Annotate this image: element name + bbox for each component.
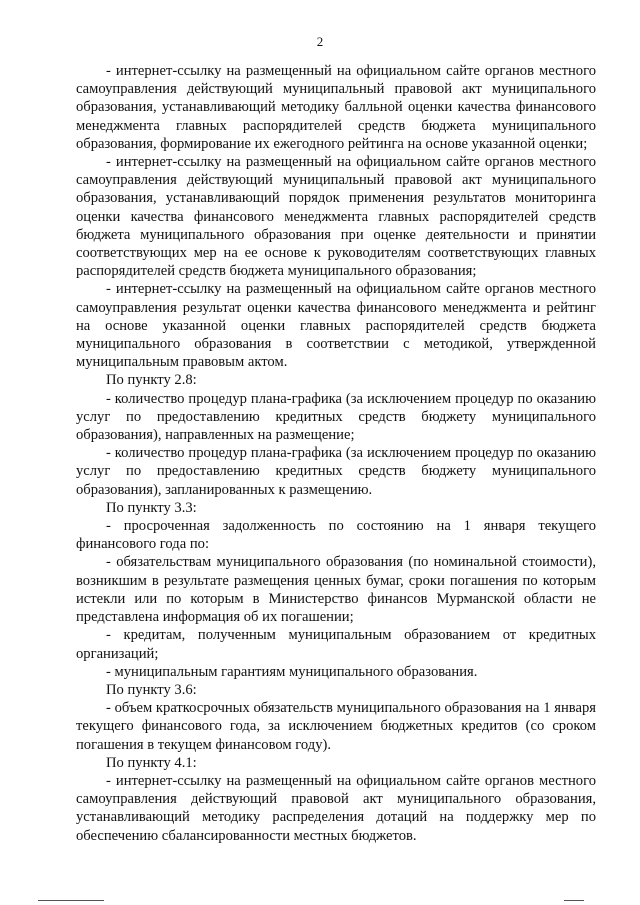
paragraph-short-term-obligations: - объем краткосрочных обязательств муниципального образования на 1 января текущего финансового года, за исключением бюджетных кредитов (со сроком погашения в текущем финансовом году). [76, 700, 596, 753]
paragraph-procedures-sent: - количество процедур плана-графика (за исключением процедур по оказанию услуг по предоставлению кредитных средств бюджету муниципального образования), направленных на размещение; [76, 390, 596, 444]
section-heading-3-3: По пункту 3.3: [106, 499, 197, 516]
section-heading-2-8: По пункту 2.8: [106, 372, 197, 389]
document-body [76, 62, 596, 845]
paragraph-securities-obligations: - обязательствам муниципального образования (по номинальной стоимости), возникшим в результате размещения ценных бумаг, сроки погашения по которым истекли или по которым в Министерство финансов Мурманской области не представлена информация об их погашении; [76, 554, 596, 626]
page-number: 2 [316, 34, 324, 49]
paragraph-credits: - кредитам, полученным муниципальным образованием от кредитных организаций; [76, 627, 596, 662]
paragraph-procedures-planned: - количество процедур плана-графика (за исключением процедур по оказанию услуг по предоставлению кредитных средств бюджету муниципального образования), запланированных к размещению. [76, 445, 596, 498]
section-heading-4-1: По пункту 4.1: [106, 754, 197, 771]
section-heading-3-6: По пункту 3.6: [106, 681, 197, 698]
scan-rule-left [38, 900, 104, 901]
paragraph-guarantees: - муниципальным гарантиям муниципального образования. [106, 663, 478, 680]
scan-rule-right [564, 900, 584, 901]
paragraph-link-balloon-method: - интернет-ссылку на размещенный на официальном сайте органов местного самоуправления действующий муниципальный правовой акт муниципального образования, устанавливающий методику балльной оценки качества финансового менеджмента главных распорядителей средств бюджета муниципального образования, формирование их ежегодного рейтинга на основе указанной оценки; [76, 63, 596, 152]
paragraph-overdue-debt: - просроченная задолженность по состоянию на 1 января текущего финансового года по: [76, 518, 596, 553]
paragraph-link-rating-result: - интернет-ссылку на размещенный на официальном сайте органов местного самоуправления результат оценки качества финансового менеджмента и рейтинг на основе указанной оценки главных распорядителей средств бюджета муниципального образования в соответствии с методикой, утвержденной муниципальным правовым актом. [76, 281, 596, 371]
paragraph-link-monitoring-results: - интернет-ссылку на размещенный на официальном сайте органов местного самоуправления действующий муниципальный правовой акт муниципального образования, устанавливающий порядок применения результатов мониторинга оценки качества финансового менеджмента главных распорядителей средств бюджета муниципального образования при оценке деятельности и принятии соответствующих мер на ее основе к руководителям соответствующих главных распорядителей средств бюджета муниципального образования; [76, 154, 596, 280]
paragraph-link-subsidy-method: - интернет-ссылку на размещенный на официальном сайте органов местного самоуправления действующий правовой акт муниципального образования, устанавливающий методику распределения дотаций на поддержку мер по обеспечению сбалансированности местных бюджетов. [76, 772, 596, 844]
